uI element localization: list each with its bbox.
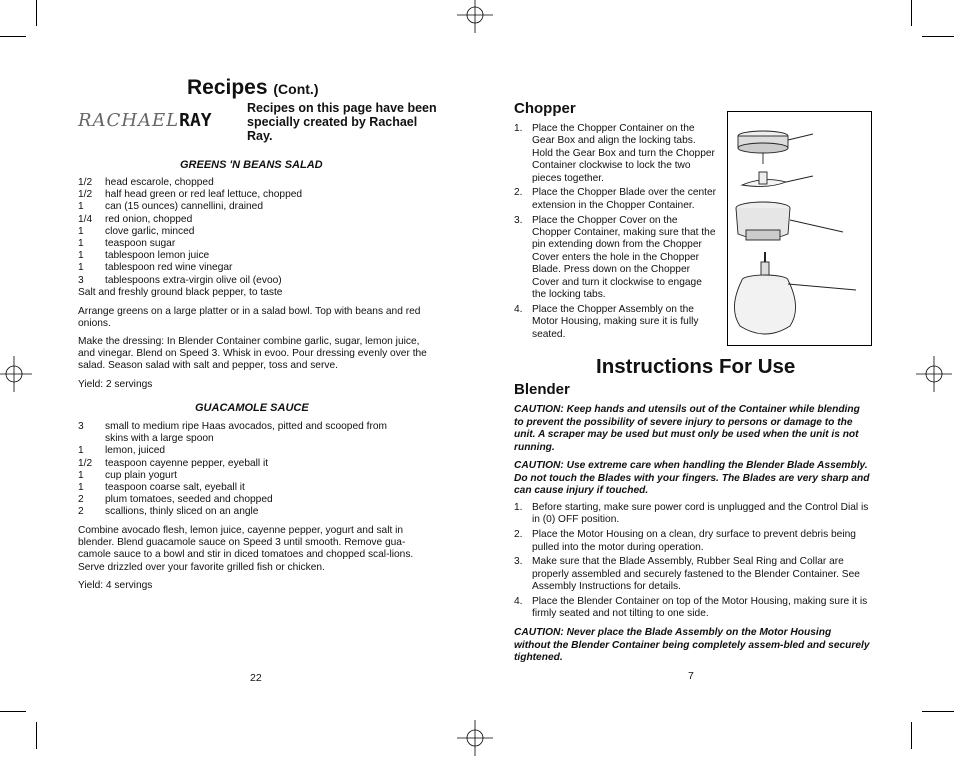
crop-mark bbox=[36, 0, 37, 26]
ingredient-text: half head green or red leaf lettuce, chopped bbox=[105, 189, 303, 201]
ingredient-qty: 1 bbox=[78, 469, 84, 481]
guac-title: GUACAMOLE SAUCE bbox=[195, 402, 309, 414]
rachael-ray-logo: RACHAELRAY bbox=[78, 110, 212, 131]
salad-yield: Yield: 2 servings bbox=[78, 379, 153, 390]
ingredient-text: tablespoon lemon juice bbox=[105, 250, 210, 262]
blender-heading: Blender bbox=[514, 381, 570, 398]
ingredient-text: tablespoons extra-virgin olive oil (evoo) bbox=[105, 274, 282, 286]
ingredient-row bbox=[78, 421, 405, 445]
step-number: 2. bbox=[514, 529, 523, 541]
registration-mark-bottom bbox=[457, 720, 493, 756]
ingredient-text: teaspoon sugar bbox=[105, 238, 176, 250]
page-number-left: 22 bbox=[250, 672, 262, 684]
chopper-heading: Chopper bbox=[514, 100, 576, 117]
ingredient-row bbox=[78, 470, 405, 482]
ingredient-row bbox=[78, 238, 405, 250]
salad-paragraph-2: Make the dressing: In Blender Container combine garlic, sugar, lemon juice, and vinegar. Blend on Speed 3. Whisk in evoo. Pour dressing evenly over the salad. Season salad with salt and pepper, toss and serve. bbox=[78, 336, 427, 372]
crop-mark bbox=[922, 711, 954, 712]
instructions-title: Instructions For Use bbox=[596, 355, 796, 378]
step-item bbox=[514, 556, 870, 593]
salad-title: GREENS 'N BEANS SALAD bbox=[180, 159, 323, 171]
recipes-intro: Recipes on this page have been specially created by Rachael Ray. bbox=[247, 101, 437, 143]
step-text: Place the Chopper Blade over the center extension in the Chopper Container. bbox=[532, 187, 717, 211]
salad-ingredients bbox=[78, 177, 405, 287]
step-text: Place the Chopper Cover on the Chopper Container, making sure that the pin extending down from the Chopper Cover enters the hole in the Chopper Blade. Press down on the Chopper Cover and turn it clockwise to engage the locking tabs. bbox=[532, 214, 716, 301]
step-item bbox=[514, 187, 718, 212]
ingredient-text: plum tomatoes, seeded and chopped bbox=[105, 494, 273, 506]
ingredient-row bbox=[78, 445, 405, 457]
guac-yield: Yield: 4 servings bbox=[78, 580, 153, 591]
ingredient-text: lemon, juiced bbox=[105, 445, 166, 457]
step-item bbox=[514, 304, 718, 341]
crop-mark bbox=[911, 0, 912, 26]
ingredient-qty: 1/4 bbox=[78, 213, 93, 225]
ingredient-text: teaspoon cayenne pepper, eyeball it bbox=[105, 457, 269, 469]
salad-salt-line: Salt and freshly ground black pepper, to taste bbox=[78, 287, 283, 298]
step-item bbox=[514, 529, 870, 554]
ingredient-qty: 3 bbox=[78, 274, 84, 286]
caution-1: CAUTION: Keep hands and utensils out of the Container while blending to prevent the possibility of severe injury to persons or damage to the unit. A scraper may be used but must only be used when the unit is not running. bbox=[514, 404, 860, 453]
ingredient-qty: 1/2 bbox=[78, 189, 93, 201]
step-item bbox=[514, 123, 718, 185]
ingredient-text: cup plain yogurt bbox=[105, 469, 177, 481]
ingredient-row bbox=[78, 262, 405, 274]
ingredient-qty: 1 bbox=[78, 225, 84, 237]
ingredient-text: scallions, thinly sliced on an angle bbox=[105, 506, 259, 518]
step-item bbox=[514, 502, 870, 527]
caution-2: CAUTION: Use extreme care when handling the Blender Blade Assembly. Do not touch the Blades with your fingers. The Blades are very sharp and can cause injury if touched. bbox=[514, 460, 870, 497]
ingredient-text: red onion, chopped bbox=[105, 213, 193, 225]
ingredient-text: head escarole, chopped bbox=[105, 177, 214, 188]
ingredient-qty: 1 bbox=[78, 201, 84, 213]
step-number: 1. bbox=[514, 502, 523, 513]
ingredient-qty: 1 bbox=[78, 482, 84, 494]
ingredient-row bbox=[78, 482, 405, 494]
step-item bbox=[514, 596, 870, 621]
step-number: 3. bbox=[514, 556, 523, 568]
ingredient-qty: 1 bbox=[78, 250, 84, 262]
ingredient-row bbox=[78, 458, 405, 470]
ingredient-row bbox=[78, 506, 405, 518]
ingredient-row bbox=[78, 275, 405, 287]
salad-paragraph-1: Arrange greens on a large platter or in a salad bowl. Top with beans and red onions. bbox=[78, 306, 421, 330]
ingredient-row bbox=[78, 226, 405, 238]
ingredient-text: tablespoon red wine vinegar bbox=[105, 262, 233, 274]
ingredient-row bbox=[78, 214, 405, 226]
registration-mark-top bbox=[457, 0, 493, 33]
crop-mark bbox=[922, 36, 954, 37]
step-text: Make sure that the Blade Assembly, Rubber Seal Ring and Collar are properly assembled and securely fastened to the Blender Container. See Assembly Instructions for details. bbox=[532, 556, 860, 593]
ingredient-row bbox=[78, 177, 405, 189]
guac-ingredients bbox=[78, 421, 405, 519]
ingredient-row bbox=[78, 250, 405, 262]
chopper-assembly-diagram bbox=[727, 111, 872, 346]
step-text: Before starting, make sure power cord is unplugged and the Control Dial is in (0) OFF position. bbox=[532, 502, 869, 526]
chopper-steps bbox=[514, 123, 718, 343]
step-text: Place the Motor Housing on a clean, dry surface to prevent debris being pulled into the motor during operation. bbox=[532, 529, 856, 553]
ingredient-qty: 1 bbox=[78, 238, 84, 250]
crop-mark bbox=[911, 722, 912, 749]
blender-steps bbox=[514, 502, 870, 623]
ingredient-row bbox=[78, 189, 405, 201]
ingredient-text: clove garlic, minced bbox=[105, 225, 195, 237]
ingredient-qty: 1 bbox=[78, 445, 84, 457]
ingredient-qty: 1/2 bbox=[78, 457, 93, 469]
crop-mark bbox=[0, 711, 26, 712]
ingredient-qty: 1 bbox=[78, 262, 84, 274]
ingredient-text: teaspoon coarse salt, eyeball it bbox=[105, 482, 245, 494]
step-text: Place the Chopper Container on the Gear Box and align the locking tabs. Hold the Gear Box and turn the Chopper Container clockwise to lock the two pieces together. bbox=[532, 123, 715, 184]
crop-mark bbox=[36, 722, 37, 749]
ingredient-row bbox=[78, 494, 405, 506]
page-number-right: 7 bbox=[688, 670, 694, 682]
guac-paragraph: Combine avocado flesh, lemon juice, cayenne pepper, yogurt and salt in blender. Blend guacamole sauce on Speed 3 until smooth. Remove gua-camole sauce to a bowl and stir in diced tomatoes and chopped scal-lions. Serve drizzled over your favorite grilled fish or chicken. bbox=[78, 525, 414, 573]
crop-mark bbox=[0, 36, 26, 37]
step-text: Place the Blender Container on top of the Motor Housing, making sure it is firmly seated and not tilting to one side. bbox=[532, 596, 868, 620]
ingredient-text: can (15 ounces) cannellini, drained bbox=[105, 201, 264, 213]
page-title: Recipes (Cont.) bbox=[187, 76, 319, 99]
caution-3: CAUTION: Never place the Blade Assembly on the Motor Housing without the Blender Container being completely assem-bled and securely tightened. bbox=[514, 627, 870, 664]
registration-mark-right bbox=[916, 356, 952, 392]
ingredient-qty: 2 bbox=[78, 506, 84, 518]
step-number: 2. bbox=[514, 187, 523, 199]
ingredient-qty: 3 bbox=[78, 421, 84, 432]
step-item bbox=[514, 215, 718, 302]
step-text: Place the Chopper Assembly on the Motor Housing, making sure it is fully seated. bbox=[532, 303, 699, 340]
step-number: 3. bbox=[514, 214, 523, 226]
ingredient-qty: 2 bbox=[78, 494, 84, 506]
registration-mark-left bbox=[0, 356, 32, 392]
ingredient-text: small to medium ripe Haas avocados, pitted and scooped from skins with a large spoon bbox=[105, 421, 387, 445]
ingredient-row bbox=[78, 201, 405, 213]
step-number: 4. bbox=[514, 596, 523, 608]
step-number: 1. bbox=[514, 123, 523, 134]
step-number: 4. bbox=[514, 303, 523, 315]
ingredient-qty: 1/2 bbox=[78, 177, 93, 188]
